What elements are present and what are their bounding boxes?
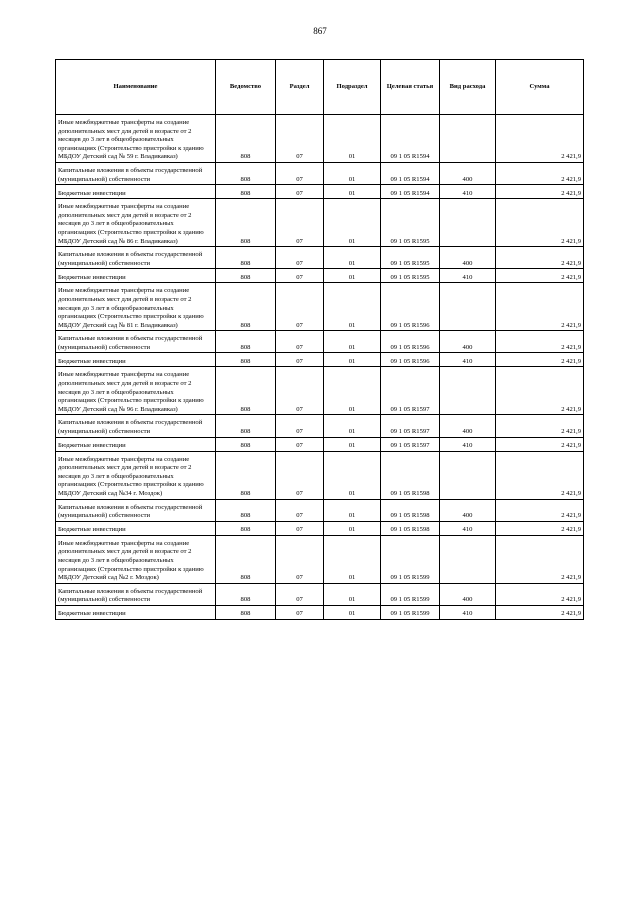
cell-ved: 808 bbox=[216, 521, 276, 535]
cell-name: Бюджетные инвестиции bbox=[56, 185, 216, 199]
cell-celevaya: 09 1 05 R1595 bbox=[381, 247, 440, 269]
cell-vid: 410 bbox=[440, 269, 496, 283]
cell-name: Капитальные вложения в объекты государственной (муниципальной) собственности bbox=[56, 583, 216, 605]
cell-celevaya: 09 1 05 R1598 bbox=[381, 521, 440, 535]
header-razdel: Раздел bbox=[276, 60, 324, 115]
cell-podrazdel: 01 bbox=[324, 283, 381, 331]
table-row bbox=[56, 162, 584, 184]
cell-ved: 808 bbox=[216, 353, 276, 367]
cell-podrazdel: 01 bbox=[324, 247, 381, 269]
cell-summa: 2 421,9 bbox=[496, 415, 584, 437]
cell-podrazdel: 01 bbox=[324, 437, 381, 451]
cell-podrazdel: 01 bbox=[324, 331, 381, 353]
cell-celevaya: 09 1 05 R1594 bbox=[381, 185, 440, 199]
table-row bbox=[56, 437, 584, 451]
cell-vid: 400 bbox=[440, 415, 496, 437]
header-vid: Вид расхода bbox=[440, 60, 496, 115]
cell-ved: 808 bbox=[216, 269, 276, 283]
cell-summa: 2 421,9 bbox=[496, 283, 584, 331]
cell-celevaya: 09 1 05 R1594 bbox=[381, 115, 440, 163]
cell-podrazdel: 01 bbox=[324, 353, 381, 367]
cell-vid bbox=[440, 115, 496, 163]
cell-vid bbox=[440, 451, 496, 499]
cell-vid bbox=[440, 367, 496, 415]
cell-razdel: 07 bbox=[276, 331, 324, 353]
table-row bbox=[56, 115, 584, 163]
cell-name: Капитальные вложения в объекты государственной (муниципальной) собственности bbox=[56, 331, 216, 353]
cell-summa: 2 421,9 bbox=[496, 535, 584, 583]
header-name: Наименование bbox=[56, 60, 216, 115]
cell-celevaya: 09 1 05 R1596 bbox=[381, 331, 440, 353]
cell-summa: 2 421,9 bbox=[496, 331, 584, 353]
table-row bbox=[56, 353, 584, 367]
cell-podrazdel: 01 bbox=[324, 162, 381, 184]
cell-vid bbox=[440, 535, 496, 583]
cell-summa: 2 421,9 bbox=[496, 115, 584, 163]
cell-podrazdel: 01 bbox=[324, 115, 381, 163]
cell-ved: 808 bbox=[216, 162, 276, 184]
cell-ved: 808 bbox=[216, 499, 276, 521]
table-row bbox=[56, 199, 584, 247]
cell-podrazdel: 01 bbox=[324, 415, 381, 437]
cell-razdel: 07 bbox=[276, 499, 324, 521]
table-body bbox=[56, 115, 584, 620]
header-ved: Ведомство bbox=[216, 60, 276, 115]
cell-razdel: 07 bbox=[276, 199, 324, 247]
cell-summa: 2 421,9 bbox=[496, 367, 584, 415]
cell-razdel: 07 bbox=[276, 451, 324, 499]
cell-razdel: 07 bbox=[276, 353, 324, 367]
cell-razdel: 07 bbox=[276, 115, 324, 163]
cell-podrazdel: 01 bbox=[324, 583, 381, 605]
cell-razdel: 07 bbox=[276, 521, 324, 535]
cell-name: Бюджетные инвестиции bbox=[56, 269, 216, 283]
cell-vid: 400 bbox=[440, 247, 496, 269]
cell-ved: 808 bbox=[216, 451, 276, 499]
cell-podrazdel: 01 bbox=[324, 451, 381, 499]
cell-name: Капитальные вложения в объекты государственной (муниципальной) собственности bbox=[56, 162, 216, 184]
table-row bbox=[56, 583, 584, 605]
table-row bbox=[56, 185, 584, 199]
cell-ved: 808 bbox=[216, 283, 276, 331]
cell-name: Капитальные вложения в объекты государственной (муниципальной) собственности bbox=[56, 247, 216, 269]
cell-summa: 2 421,9 bbox=[496, 185, 584, 199]
cell-ved: 808 bbox=[216, 115, 276, 163]
cell-summa: 2 421,9 bbox=[496, 162, 584, 184]
table-header bbox=[56, 60, 584, 115]
cell-name: Капитальные вложения в объекты государственной (муниципальной) собственности bbox=[56, 415, 216, 437]
table-row bbox=[56, 269, 584, 283]
cell-podrazdel: 01 bbox=[324, 269, 381, 283]
cell-celevaya: 09 1 05 R1595 bbox=[381, 269, 440, 283]
cell-celevaya: 09 1 05 R1596 bbox=[381, 283, 440, 331]
table-row bbox=[56, 247, 584, 269]
table-row bbox=[56, 451, 584, 499]
cell-podrazdel: 01 bbox=[324, 185, 381, 199]
table-row bbox=[56, 499, 584, 521]
page-number: 867 bbox=[313, 26, 327, 36]
budget-table bbox=[55, 59, 584, 620]
cell-summa: 2 421,9 bbox=[496, 247, 584, 269]
table-row bbox=[56, 331, 584, 353]
cell-celevaya: 09 1 05 R1599 bbox=[381, 583, 440, 605]
cell-summa: 2 421,9 bbox=[496, 521, 584, 535]
table-row bbox=[56, 521, 584, 535]
cell-celevaya: 09 1 05 R1594 bbox=[381, 162, 440, 184]
cell-summa: 2 421,9 bbox=[496, 437, 584, 451]
cell-vid: 410 bbox=[440, 521, 496, 535]
cell-razdel: 07 bbox=[276, 535, 324, 583]
cell-name: Иные межбюджетные трансферты на создание дополнительных мест для детей в возрасте от 2 месяцев до 3 лет в общеобразовательных организациях (Строительство пристройки к зданию МБДОУ Детский сад №34 г. Моздок) bbox=[56, 451, 216, 499]
cell-celevaya: 09 1 05 R1595 bbox=[381, 199, 440, 247]
cell-razdel: 07 bbox=[276, 247, 324, 269]
cell-vid: 400 bbox=[440, 331, 496, 353]
cell-razdel: 07 bbox=[276, 437, 324, 451]
cell-vid bbox=[440, 283, 496, 331]
cell-celevaya: 09 1 05 R1597 bbox=[381, 367, 440, 415]
cell-celevaya: 09 1 05 R1599 bbox=[381, 605, 440, 619]
cell-vid bbox=[440, 199, 496, 247]
cell-ved: 808 bbox=[216, 199, 276, 247]
cell-ved: 808 bbox=[216, 185, 276, 199]
cell-summa: 2 421,9 bbox=[496, 451, 584, 499]
cell-razdel: 07 bbox=[276, 415, 324, 437]
cell-razdel: 07 bbox=[276, 185, 324, 199]
cell-podrazdel: 01 bbox=[324, 605, 381, 619]
cell-name: Бюджетные инвестиции bbox=[56, 437, 216, 451]
cell-ved: 808 bbox=[216, 583, 276, 605]
cell-celevaya: 09 1 05 R1597 bbox=[381, 415, 440, 437]
cell-name: Бюджетные инвестиции bbox=[56, 605, 216, 619]
cell-celevaya: 09 1 05 R1598 bbox=[381, 499, 440, 521]
cell-summa: 2 421,9 bbox=[496, 583, 584, 605]
table-row bbox=[56, 535, 584, 583]
cell-razdel: 07 bbox=[276, 269, 324, 283]
cell-vid: 410 bbox=[440, 353, 496, 367]
cell-podrazdel: 01 bbox=[324, 499, 381, 521]
cell-name: Иные межбюджетные трансферты на создание дополнительных мест для детей в возрасте от 2 месяцев до 3 лет в общеобразовательных организациях (Строительство пристройки к зданию МБДОУ Детский сад № 96 г. Владикавказ) bbox=[56, 367, 216, 415]
cell-vid: 410 bbox=[440, 437, 496, 451]
cell-summa: 2 421,9 bbox=[496, 353, 584, 367]
cell-name: Иные межбюджетные трансферты на создание дополнительных мест для детей в возрасте от 2 месяцев до 3 лет в общеобразовательных организациях (Строительство пристройки к зданию МБДОУ Детский сад № 59 г. Владикавказ) bbox=[56, 115, 216, 163]
table-row bbox=[56, 283, 584, 331]
cell-celevaya: 09 1 05 R1596 bbox=[381, 353, 440, 367]
cell-podrazdel: 01 bbox=[324, 521, 381, 535]
cell-vid: 400 bbox=[440, 583, 496, 605]
cell-ved: 808 bbox=[216, 247, 276, 269]
cell-summa: 2 421,9 bbox=[496, 199, 584, 247]
header-summa: Сумма bbox=[496, 60, 584, 115]
cell-podrazdel: 01 bbox=[324, 535, 381, 583]
cell-name: Иные межбюджетные трансферты на создание дополнительных мест для детей в возрасте от 2 месяцев до 3 лет в общеобразовательных организациях (Строительство пристройки к зданию МБДОУ Детский сад №2 г. Моздок) bbox=[56, 535, 216, 583]
cell-vid: 410 bbox=[440, 605, 496, 619]
cell-celevaya: 09 1 05 R1597 bbox=[381, 437, 440, 451]
cell-ved: 808 bbox=[216, 437, 276, 451]
cell-name: Капитальные вложения в объекты государственной (муниципальной) собственности bbox=[56, 499, 216, 521]
cell-podrazdel: 01 bbox=[324, 367, 381, 415]
header-podrazdel: Подраздел bbox=[324, 60, 381, 115]
cell-razdel: 07 bbox=[276, 162, 324, 184]
cell-name: Бюджетные инвестиции bbox=[56, 353, 216, 367]
table-row bbox=[56, 605, 584, 619]
cell-vid: 410 bbox=[440, 185, 496, 199]
cell-name: Бюджетные инвестиции bbox=[56, 521, 216, 535]
cell-summa: 2 421,9 bbox=[496, 605, 584, 619]
cell-podrazdel: 01 bbox=[324, 199, 381, 247]
cell-celevaya: 09 1 05 R1599 bbox=[381, 535, 440, 583]
cell-ved: 808 bbox=[216, 367, 276, 415]
cell-razdel: 07 bbox=[276, 367, 324, 415]
table-row bbox=[56, 415, 584, 437]
header-celevaya: Целевая статья bbox=[381, 60, 440, 115]
cell-name: Иные межбюджетные трансферты на создание дополнительных мест для детей в возрасте от 2 месяцев до 3 лет в общеобразовательных организациях (Строительство пристройки к зданию МБДОУ Детский сад № 86 г. Владикавказ) bbox=[56, 199, 216, 247]
cell-summa: 2 421,9 bbox=[496, 499, 584, 521]
cell-razdel: 07 bbox=[276, 605, 324, 619]
cell-razdel: 07 bbox=[276, 583, 324, 605]
cell-ved: 808 bbox=[216, 535, 276, 583]
cell-ved: 808 bbox=[216, 331, 276, 353]
cell-summa: 2 421,9 bbox=[496, 269, 584, 283]
cell-razdel: 07 bbox=[276, 283, 324, 331]
cell-ved: 808 bbox=[216, 415, 276, 437]
table-row bbox=[56, 367, 584, 415]
cell-vid: 400 bbox=[440, 499, 496, 521]
cell-name: Иные межбюджетные трансферты на создание дополнительных мест для детей в возрасте от 2 месяцев до 3 лет в общеобразовательных организациях (Строительство пристройки к зданию МБДОУ Детский сад № 81 г. Владикавказ) bbox=[56, 283, 216, 331]
cell-vid: 400 bbox=[440, 162, 496, 184]
cell-celevaya: 09 1 05 R1598 bbox=[381, 451, 440, 499]
cell-ved: 808 bbox=[216, 605, 276, 619]
